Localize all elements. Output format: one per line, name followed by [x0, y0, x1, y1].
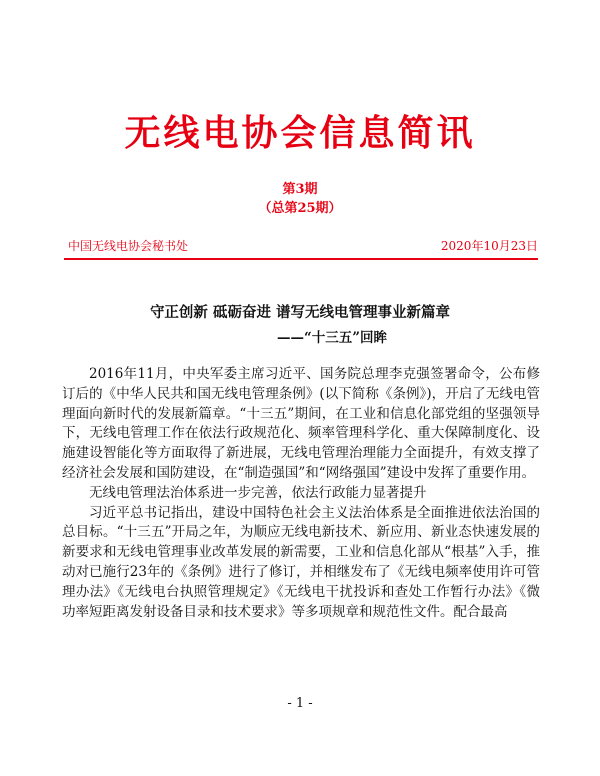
page-number: - 1 -	[287, 696, 313, 711]
section-heading: 无线电管理法治体系进一步完善，依法行政能力显著提升	[89, 484, 427, 501]
issue-number: 第3期	[282, 182, 318, 197]
publisher: 中国无线电协会秘书处	[68, 239, 189, 253]
article-title: 守正创新 砥砺奋进 谱写无线电管理事业新篇章	[149, 304, 451, 321]
article-body	[62, 365, 540, 622]
issue-total-number: （总第25期）	[258, 201, 342, 216]
article-paragraph: 习近平总书记指出，建设中国特色社会主义法治体系是全面推进依法治国的总目标。“十三五”开局之年，为顺应无线电新技术、新应用、新业态快速发展的新要求和无线电管理事业改革发展的新需要，工业和信息化部从“根基”入手，推动对已施行23年的《条例》进行了修订，并相继发布了《无线电频率使用许可管理办法》《无线电台执照管理规定》《无线电干扰投诉和查处工作暂行办法》《微功率短距离发射设备目录和技术要求》等多项规章和规范性文件。配合最高	[62, 504, 540, 620]
article-subtitle: ——“十三五”回眸	[276, 330, 388, 346]
issue-info	[0, 180, 600, 218]
newsletter-masthead: 无线电协会信息简讯	[124, 113, 476, 154]
article-paragraph: 2016年11月，中央军委主席习近平、国务院总理李克强签署命令，公布修订后的《中华人民共和国无线电管理条例》(以下简称《条例》)，开启了无线电管理面向新时代的发展新篇章。“十三五”期间，在工业和信息化部党组的坚强领导下，无线电管理工作在依法行政规范化、频率管理科学化、重大保障制度化、设施建设智能化等方面取得了新进展，无线电管理治理能力全面提升，有效支撑了经济社会发展和国防建设，在“制造强国”和“网络强国”建设中发挥了重要作用。	[62, 366, 540, 481]
publish-date: 2020年10月23日	[440, 239, 538, 253]
header-divider	[64, 258, 538, 260]
